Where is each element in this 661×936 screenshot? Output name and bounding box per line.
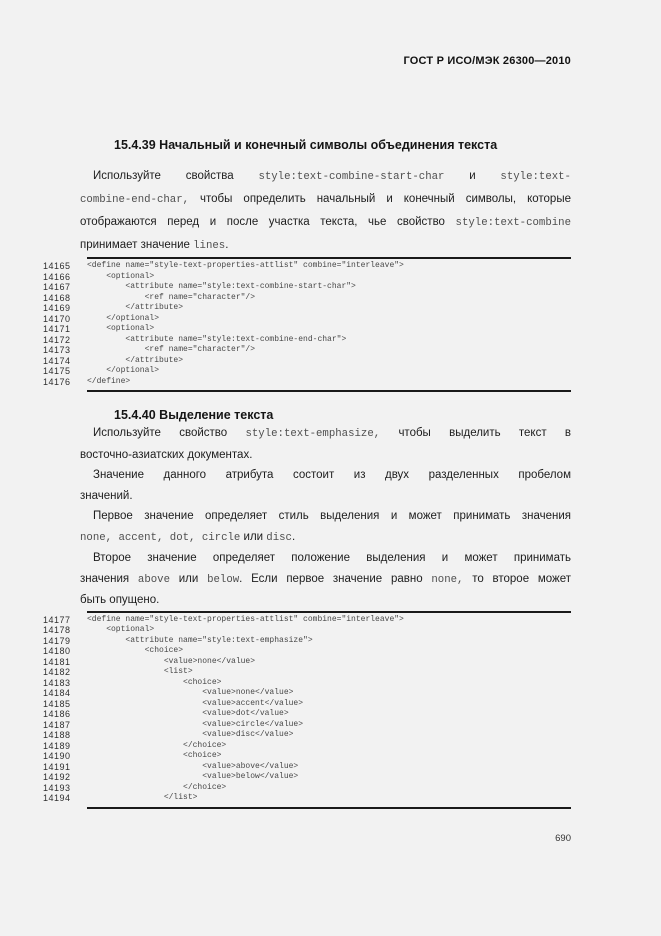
text-run: . Если первое значение равно: [239, 572, 432, 585]
code-line: [43, 688, 571, 699]
code-text: </attribute>: [87, 355, 184, 365]
code-text: <define name="style-text-properties-attlist" combine="interleave">: [87, 261, 404, 270]
page-number: 690: [555, 832, 571, 844]
code-text: <value>dot</value>: [87, 709, 289, 718]
code-line: [43, 751, 571, 762]
inline-code: none,: [431, 573, 464, 586]
code-text: <attribute name="style:text-combine-start-char">: [87, 282, 356, 291]
code-line: [43, 355, 571, 367]
text-run: восточно-азиатских документах.: [80, 448, 253, 461]
line-number: 14182: [43, 667, 71, 677]
line-number: 14189: [43, 740, 71, 751]
code-line: [43, 261, 571, 272]
code-line: [43, 282, 571, 293]
code-line: [43, 313, 571, 325]
line-number: 14167: [43, 282, 71, 292]
text-run: чтобы выделить текст в: [380, 427, 571, 439]
text-line: [80, 569, 571, 591]
code-text: <choice>: [87, 677, 222, 687]
line-number: 14171: [43, 324, 71, 334]
code-text: </choice>: [87, 782, 227, 792]
code-line: [43, 793, 571, 804]
line-number: 14178: [43, 625, 71, 635]
code-text: <value>below</value>: [87, 772, 299, 781]
code-text: <value>accent</value>: [87, 698, 304, 708]
line-number: 14165: [43, 261, 71, 271]
section-title: 15.4.39 Начальный и конечный символы объединения текста: [114, 138, 498, 152]
inline-code: style:text-combine: [455, 217, 571, 229]
code-text: <ref name="character"/>: [87, 292, 256, 302]
page-content: [43, 138, 572, 809]
code-line: [43, 698, 571, 710]
code-text: </list>: [87, 793, 198, 802]
paragraph: [80, 465, 571, 506]
paragraph: [80, 423, 571, 465]
code-text: <optional>: [87, 324, 155, 333]
code-text: <choice>: [87, 646, 184, 655]
code-text: <attribute name="style:text-emphasize">: [87, 635, 313, 645]
text-run: быть опущено.: [80, 594, 160, 606]
inline-code: combine-end-char,: [80, 194, 190, 206]
text-line: [80, 590, 571, 611]
code-line: [43, 656, 571, 668]
text-run: принимает значение: [80, 239, 194, 251]
code-text: <optional>: [87, 625, 155, 634]
line-number: 14175: [43, 366, 71, 376]
text-run: Используйте свойства: [93, 170, 259, 182]
code-text: </attribute>: [87, 303, 184, 312]
code-text: <value>circle</value>: [87, 719, 304, 729]
line-number: 14192: [43, 772, 71, 782]
section: [43, 408, 572, 809]
code-line: [43, 366, 571, 377]
text-run: Первое значение определяет стиль выделения и может принимать значения: [93, 510, 571, 522]
text-run: Второе значение определяет положение выделения и может принимать: [93, 552, 571, 564]
section: [43, 138, 571, 392]
code-line: [43, 334, 571, 346]
code-line: [43, 292, 571, 304]
line-number: 14190: [43, 751, 71, 761]
code-listing: [43, 611, 571, 809]
code-line: [43, 709, 571, 720]
line-number: 14191: [43, 761, 71, 772]
line-number: 14186: [43, 709, 71, 719]
code-line: [43, 646, 571, 657]
code-text: <ref name="character"/>: [87, 345, 256, 354]
text-run: и: [444, 170, 501, 182]
code-line: [43, 345, 571, 356]
text-line: [80, 234, 571, 257]
code-text: <value>none</value>: [87, 688, 294, 697]
inline-code: style:text-: [500, 171, 571, 183]
text-line: [80, 506, 571, 527]
inline-code: none, accent, dot, circle: [80, 531, 241, 544]
code-line: [43, 376, 571, 388]
code-line: [43, 303, 571, 314]
line-number: 14179: [43, 635, 71, 646]
line-number: 14176: [43, 376, 71, 387]
inline-code: lines: [193, 240, 226, 252]
line-number: 14194: [43, 793, 71, 803]
code-line: [43, 667, 571, 678]
line-number: 14166: [43, 271, 71, 282]
text-line: [80, 465, 571, 486]
code-line: [43, 740, 571, 752]
line-number: 14184: [43, 688, 71, 698]
text-run: отображаются перед и после участка текста, чье свойство: [80, 216, 456, 228]
paragraph: [80, 548, 571, 611]
line-number: 14180: [43, 646, 71, 656]
line-number: 14169: [43, 303, 71, 313]
inline-code: disc: [266, 531, 292, 544]
text-line: [80, 445, 571, 466]
code-text: </optional>: [87, 313, 160, 323]
code-line: [43, 635, 571, 647]
code-text: <define name="style-text-properties-attlist" combine="interleave">: [87, 614, 404, 624]
line-number: 14183: [43, 677, 71, 688]
doc-header: ГОСТ Р ИСО/МЭК 26300—2010: [403, 55, 571, 67]
code-text: <value>disc</value>: [87, 730, 294, 739]
code-text: <value>above</value>: [87, 761, 299, 771]
code-line: [43, 271, 571, 283]
code-line: [43, 625, 571, 636]
code-text: </choice>: [87, 740, 227, 750]
text-run: Значение данного атрибута состоит из двух разделенных пробелом: [93, 469, 571, 481]
text-run: значения: [80, 572, 138, 585]
inline-code: below: [207, 573, 240, 586]
inline-code: style:text-combine-start-char: [258, 171, 445, 183]
code-line: [43, 324, 571, 335]
text-run: то второе может: [463, 572, 572, 585]
text-line: [80, 548, 571, 569]
code-line: [43, 719, 571, 731]
text-line: [80, 527, 571, 549]
line-number: 14172: [43, 334, 71, 345]
code-line: [43, 730, 571, 741]
text-line: [80, 486, 571, 507]
paragraph: [80, 506, 571, 548]
inline-code: style:text-emphasize,: [245, 428, 381, 440]
section-title: 15.4.40 Выделение текста: [114, 408, 274, 422]
line-number: 14168: [43, 292, 71, 303]
text-run: Используйте свойство: [93, 427, 246, 439]
line-number: 14181: [43, 656, 71, 667]
code-line: [43, 761, 571, 773]
line-number: 14174: [43, 355, 71, 366]
line-number: 14170: [43, 313, 71, 324]
code-text: </define>: [87, 376, 131, 386]
inline-code: above: [137, 573, 170, 586]
text-run: .: [225, 239, 229, 251]
code-line: [43, 614, 571, 626]
text-run: .: [291, 530, 296, 543]
text-line: [80, 188, 571, 211]
line-number: 14177: [43, 614, 71, 625]
code-listing: [43, 257, 571, 392]
text-line: [80, 211, 571, 234]
text-run: или: [240, 530, 267, 543]
line-number: 14173: [43, 345, 71, 355]
text-run: значений.: [80, 489, 133, 502]
code-line: [43, 782, 571, 794]
code-line: [43, 677, 571, 689]
text-run: чтобы определить начальный и конечный символы, которые: [189, 193, 571, 205]
code-text: </optional>: [87, 366, 160, 375]
text-line: [80, 165, 571, 188]
code-line: [43, 772, 571, 783]
code-text: <attribute name="style:text-combine-end-char">: [87, 334, 347, 344]
text-line: [80, 423, 571, 445]
line-number: 14185: [43, 698, 71, 709]
code-text: <list>: [87, 667, 193, 676]
line-number: 14193: [43, 782, 71, 793]
paragraph: [80, 165, 571, 257]
code-text: <optional>: [87, 271, 155, 281]
line-number: 14188: [43, 730, 71, 740]
line-number: 14187: [43, 719, 71, 730]
code-text: <value>none</value>: [87, 656, 256, 666]
text-run: или: [170, 572, 208, 585]
code-text: <choice>: [87, 751, 222, 760]
